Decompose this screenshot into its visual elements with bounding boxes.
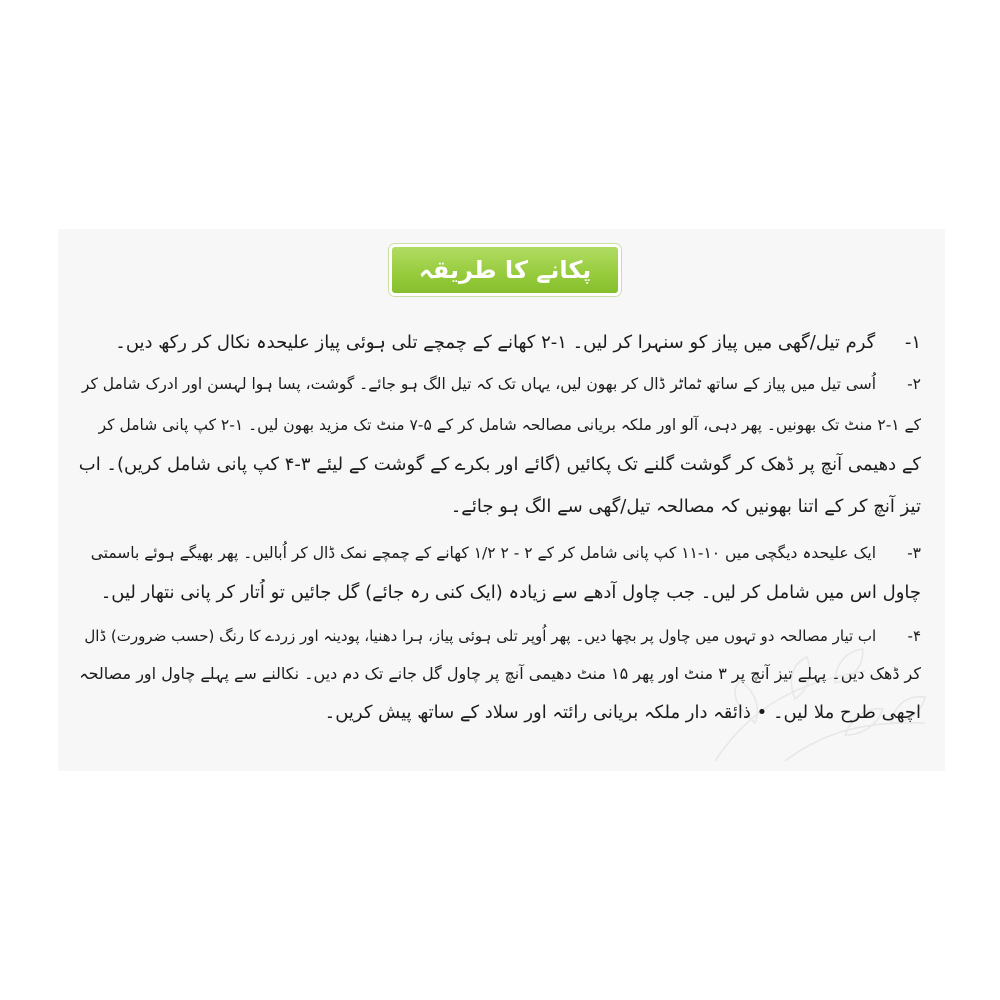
step-text: ایک علیحدہ دیگچی میں ۱۰-۱۱ کپ پانی شامل کر کے ۲ - ۲ ۱/۲ کھانے کے چمچے نمک ڈال کر اُبالیں۔ پھر بھیگے ہوئے باسمتی <box>90 544 877 562</box>
step-1-line-1 <box>78 329 921 357</box>
step-4-line-3: اچھی طرح ملا لیں۔ • ذائقہ دار ملکہ بریانی رائتہ اور سلاد کے ساتھ پیش کریں۔ <box>324 702 921 723</box>
step-text: اب تیار مصالحہ دو تہوں میں چاول پر بچھا دیں۔ پھر اُوپر تلی ہوئی پیاز، ہرا دھنیا، پودینہ اور زردے کا رنگ (حسب ضرورت) ڈال <box>84 627 877 645</box>
step-4-line-2: کر ڈھک دیں۔ پہلے تیز آنچ پر ۳ منٹ اور پھر ۱۵ منٹ دھیمی آنچ پر چاول گل جانے تک دم دیں۔ نکالنے سے پہلے چاول اور مصالحہ <box>79 664 921 683</box>
step-2-line-4: تیز آنچ کر کے اتنا بھونیں کہ مصالحہ تیل/گھی سے الگ ہو جائے۔ <box>450 496 921 517</box>
step-4-number: ۴- <box>907 627 921 645</box>
section-heading-badge <box>389 244 621 296</box>
step-2-line-1 <box>78 370 921 398</box>
step-1-number: ۱- <box>904 332 921 353</box>
step-text: اُسی تیل میں پیاز کے ساتھ ٹماٹر ڈال کر بھون لیں، یہاں تک کہ تیل الگ ہو جائے۔ گوشت، پسا ہوا لہسن اور ادرک شامل کر <box>81 375 877 393</box>
step-2-number: ۲- <box>907 375 921 393</box>
step-4-line-1 <box>78 622 921 650</box>
section-heading: پکانے کا طریقہ <box>418 256 592 284</box>
step-3-line-2: چاول اس میں شامل کر لیں۔ جب چاول آدھے سے زیادہ (ایک کنی رہ جائے) گل جائیں تو اُتار کر پانی نتھار لیں۔ <box>100 582 921 603</box>
step-3-number: ۳- <box>907 544 921 562</box>
step-2-line-3: کے دھیمی آنچ پر ڈھک کر گوشت گلنے تک پکائیں (گائے اور بکرے کے گوشت کے لیئے ۳-۴ کپ پانی شامل کریں)۔ اب <box>78 454 921 475</box>
step-text: گرم تیل/گھی میں پیاز کو سنہرا کر لیں۔ ۱-۲ کھانے کے چمچے تلی ہوئی پیاز علیحدہ نکال کر رکھ دیں۔ <box>115 332 876 353</box>
step-2-line-2: کے ۱-۲ منٹ تک بھونیں۔ پھر دہی، آلو اور ملکہ بریانی مصالحہ شامل کر کے ۵-۷ منٹ تک مزید بھون لیں۔ ۱-۲ کپ پانی شامل کر <box>98 416 921 434</box>
recipe-card <box>58 229 945 771</box>
step-3-line-1 <box>78 539 921 567</box>
